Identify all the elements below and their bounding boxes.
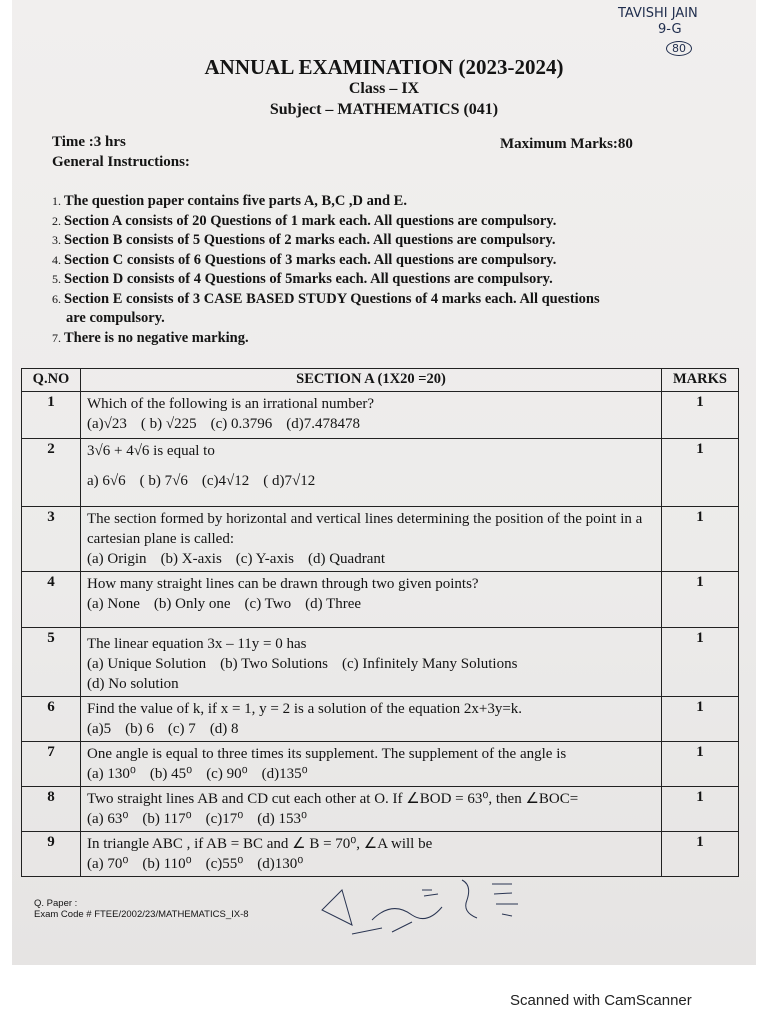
question-options: [87, 594, 655, 614]
question-row: [22, 628, 739, 697]
option: (c) Infinitely Many Solutions: [342, 656, 518, 672]
option: (a) None: [87, 596, 140, 612]
option: (d) Three: [305, 596, 362, 612]
question-number: 7: [22, 742, 81, 787]
question-text: 3√6 + 4√6 is equal to: [87, 443, 215, 459]
paper-label: Q. Paper :: [34, 898, 78, 909]
header-qno: Q.NO: [22, 369, 81, 392]
question-text: Which of the following is an irrational number?: [87, 396, 374, 412]
option: (d)7.478478: [286, 416, 361, 432]
general-instructions-heading: General Instructions:: [52, 154, 190, 170]
max-marks-label: Maximum Marks:80: [500, 136, 633, 152]
question-marks: 1: [662, 742, 739, 787]
instruction-item: 7. There is no negative marking.: [52, 329, 249, 346]
option: (b) Only one: [153, 596, 231, 612]
option: (a) 70⁰: [87, 856, 129, 872]
question-text: How many straight lines can be drawn through two given points?: [87, 576, 479, 592]
instruction-item: 3. Section B consists of 5 Questions of 2 marks each. All questions are compulsory.: [52, 232, 556, 248]
question-row: [22, 507, 739, 572]
instruction-item: 2. Section A consists of 20 Questions of 1 mark each. All questions are compulsory.: [52, 212, 557, 229]
question-row: [22, 787, 739, 832]
question-cell: [81, 628, 662, 697]
exam-code: Exam Code # FTEE/2002/23/MATHEMATICS_IX-8: [34, 909, 249, 920]
question-marks: 1: [662, 628, 739, 697]
question-row: [22, 439, 739, 507]
question-options: [87, 719, 655, 739]
question-text: One angle is equal to three times its supplement. The supplement of the angle is: [87, 746, 567, 762]
option: (c) 7: [167, 721, 196, 737]
option: ( b) √225: [140, 416, 197, 432]
option: (b) 117⁰: [142, 811, 192, 827]
option: (b) 45⁰: [149, 766, 193, 782]
option: (d) 153⁰: [257, 811, 308, 827]
question-cell: [81, 572, 662, 628]
time-label: Time :3 hrs: [52, 134, 126, 150]
instruction-item: 4. Section C consists of 6 Questions of 3 marks each. All questions are compulsory.: [52, 251, 557, 268]
header-marks: MARKS: [662, 369, 739, 392]
option: (a) Origin: [87, 551, 147, 567]
option: (c) 90⁰: [206, 766, 248, 782]
option: (d)135⁰: [261, 766, 308, 782]
section-a-table: [21, 368, 739, 877]
question-row: [22, 572, 739, 628]
option: (c)55⁰: [205, 856, 244, 872]
question-text: Find the value of k, if x = 1, y = 2 is a solution of the equation 2x+3y=k.: [87, 701, 523, 717]
question-row: [22, 742, 739, 787]
question-text: The linear equation 3x – 11y = 0 has: [87, 636, 307, 652]
question-row: [22, 697, 739, 742]
question-cell: [81, 742, 662, 787]
option: (c)4√12: [201, 473, 250, 489]
header-section: SECTION A (1X20 =20): [81, 369, 662, 392]
student-name: TAVISHI JAIN: [618, 6, 698, 21]
question-number: 4: [22, 572, 81, 628]
option: (a)5: [87, 721, 112, 737]
question-options: [87, 764, 655, 784]
question-options: [87, 654, 655, 674]
question-options: [87, 674, 655, 694]
option: (d) 8: [209, 721, 239, 737]
option: ( b) 7√6: [139, 473, 188, 489]
option: (c) 0.3796: [210, 416, 273, 432]
question-number: 5: [22, 628, 81, 697]
question-cell: [81, 392, 662, 439]
instruction-item: 1. The question paper contains five parts A, B,C ,D and E.: [52, 193, 407, 209]
option: (b) X-axis: [160, 551, 222, 567]
option: (c) Two: [244, 596, 292, 612]
question-marks: 1: [662, 439, 739, 507]
question-number: 9: [22, 832, 81, 877]
option: (c)17⁰: [205, 811, 244, 827]
question-row: [22, 392, 739, 439]
subject-label: Subject – MATHEMATICS (041): [269, 101, 499, 118]
question-options: [87, 809, 655, 829]
table-header-row: [22, 369, 739, 392]
question-cell: [81, 787, 662, 832]
option: (b) 110⁰: [142, 856, 192, 872]
student-class: 9-G: [658, 22, 682, 37]
question-marks: 1: [662, 832, 739, 877]
option: (a) Unique Solution: [87, 656, 207, 672]
option: (d) No solution: [87, 676, 179, 692]
question-options: [87, 414, 655, 434]
option: (b) 6: [125, 721, 154, 737]
instruction-item: 6. Section E consists of 3 CASE BASED STUDY Questions of 4 marks each. All questions are compulsory.: [52, 290, 600, 326]
question-marks: 1: [662, 697, 739, 742]
rough-work-scribbles: [312, 870, 552, 950]
question-text: The section formed by horizontal and vertical lines determining the position of the point in a cartesian plane is called:: [87, 511, 643, 547]
option: (c) Y-axis: [235, 551, 294, 567]
question-cell: [81, 439, 662, 507]
instructions-list: [52, 192, 732, 348]
question-number: 8: [22, 787, 81, 832]
option: ( d)7√12: [263, 473, 316, 489]
score-circle: 80: [666, 41, 692, 56]
question-cell: [81, 697, 662, 742]
option: (d) Quadrant: [307, 551, 386, 567]
question-marks: 1: [662, 787, 739, 832]
instruction-item: 5. Section D consists of 4 Questions of 5marks each. All questions are compulsory.: [52, 271, 553, 287]
option: (a) 130⁰: [87, 766, 136, 782]
option: (d)130⁰: [257, 856, 304, 872]
question-number: 1: [22, 392, 81, 439]
question-number: 3: [22, 507, 81, 572]
question-marks: 1: [662, 392, 739, 439]
option: a) 6√6: [87, 473, 126, 489]
question-number: 6: [22, 697, 81, 742]
question-options: [87, 549, 655, 569]
exam-paper: [12, 0, 756, 965]
question-marks: 1: [662, 572, 739, 628]
question-marks: 1: [662, 507, 739, 572]
question-number: 2: [22, 439, 81, 507]
question-cell: [81, 507, 662, 572]
question-options: [87, 471, 655, 491]
class-label: Class – IX: [348, 80, 420, 97]
option: (a)√23: [87, 416, 127, 432]
option: (a) 63⁰: [87, 811, 129, 827]
option: (b) Two Solutions: [220, 656, 329, 672]
question-text: Two straight lines AB and CD cut each other at O. If ∠BOD = 63⁰, then ∠BOC=: [87, 791, 579, 807]
exam-title: ANNUAL EXAMINATION (2023-2024): [204, 55, 564, 79]
scanner-watermark: Scanned with CamScanner: [510, 992, 692, 1009]
question-text: In triangle ABC , if AB = BC and ∠ B = 70⁰, ∠A will be: [87, 836, 433, 852]
